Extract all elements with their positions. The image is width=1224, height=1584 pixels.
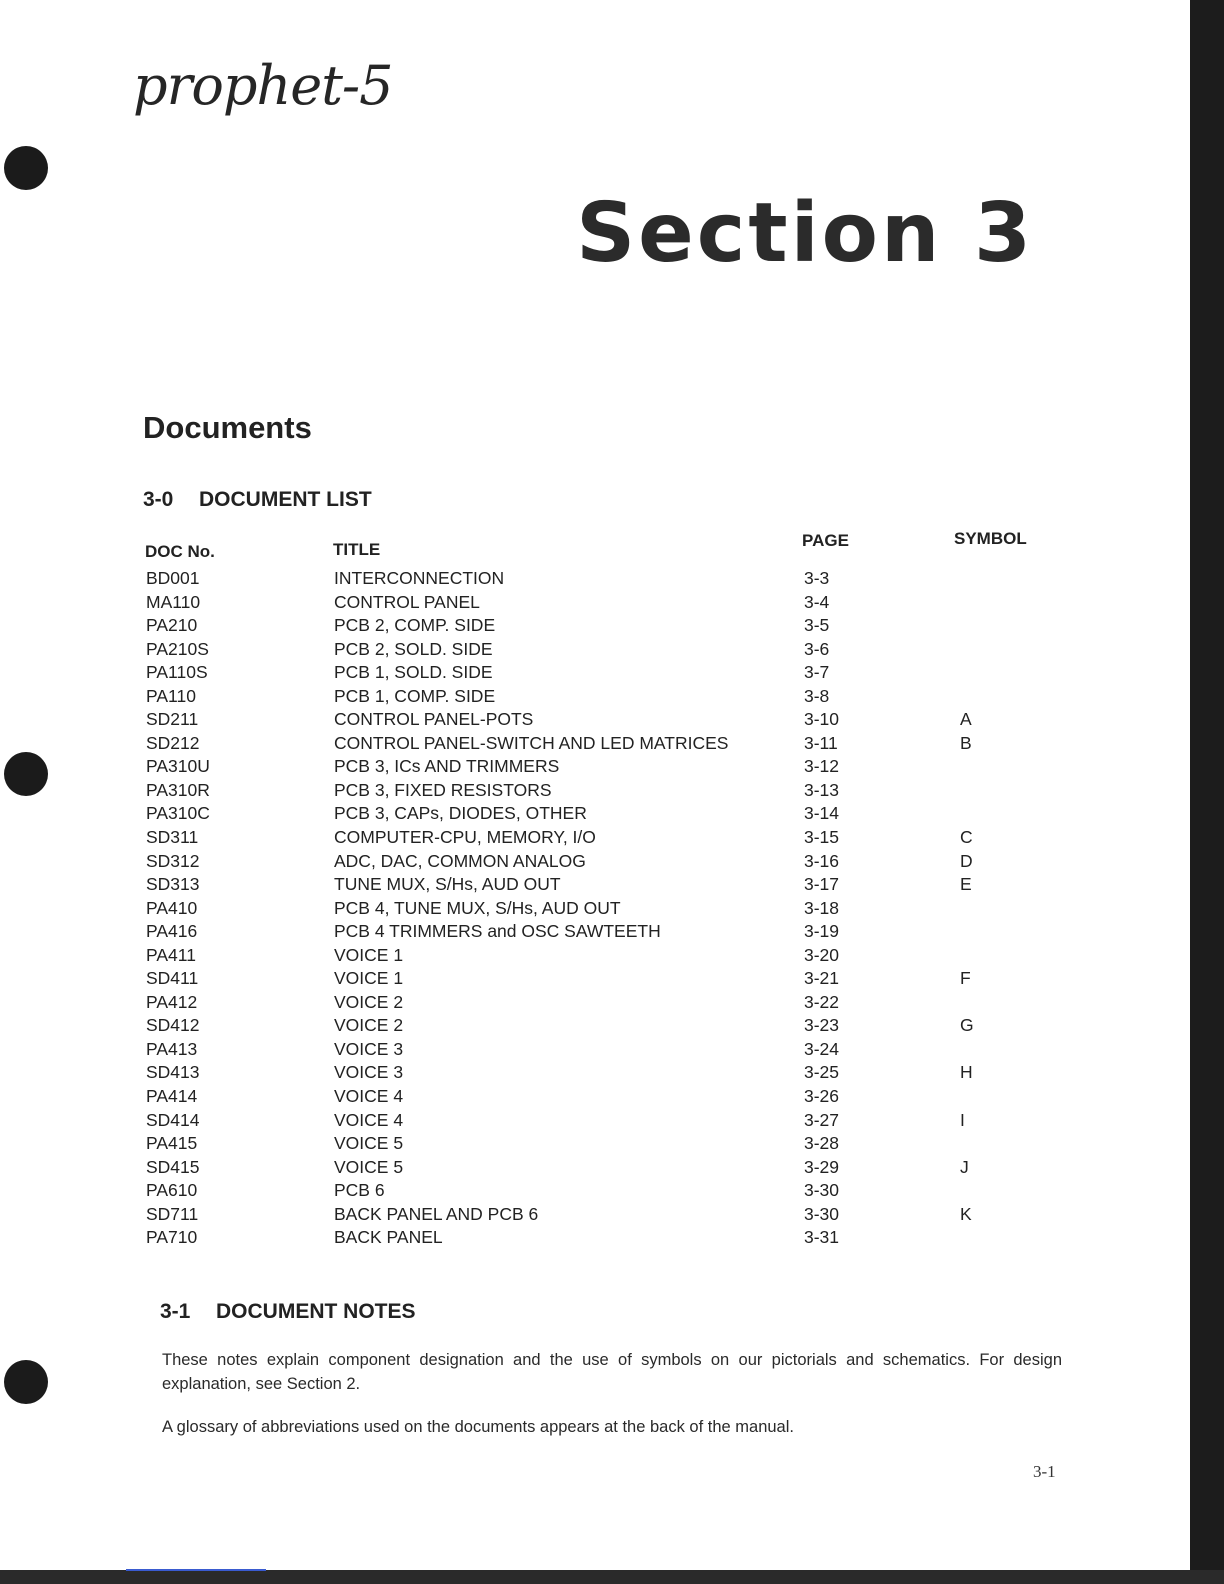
doc-page-cell: 3-31 <box>804 1227 840 1248</box>
doc-title-cell: VOICE 1 <box>334 944 404 965</box>
doc-page-cell: 3-4 <box>804 591 830 612</box>
doc-title-cell: PCB 3, FIXED RESISTORS <box>334 779 552 800</box>
documents-heading: Documents <box>143 410 312 445</box>
doc-title-cell: COMPUTER-CPU, MEMORY, I/O <box>334 827 596 848</box>
doc-title-cell: PCB 4 TRIMMERS and OSC SAWTEETH <box>334 921 661 942</box>
column-header-doc: DOC No. <box>145 542 215 561</box>
document-list-heading <box>143 488 372 512</box>
doc-page-cell: 3-7 <box>804 662 830 683</box>
binder-hole <box>4 146 48 190</box>
table-row <box>0 780 1224 804</box>
doc-page-cell: 3-11 <box>804 732 838 753</box>
doc-number-cell: PA416 <box>146 921 198 942</box>
document-notes-paragraph: These notes explain component designation and the use of symbols on our pictorials and schematics. For design explanation, see Section 2. <box>162 1351 1062 1393</box>
table-row <box>0 1039 1224 1063</box>
table-row <box>0 1062 1224 1086</box>
table-row <box>0 568 1224 592</box>
doc-number-cell: PA210S <box>146 638 209 659</box>
doc-number-cell: PA110 <box>146 685 196 706</box>
doc-title-cell: ADC, DAC, COMMON ANALOG <box>334 850 586 871</box>
doc-number-cell: PA413 <box>146 1038 198 1059</box>
doc-page-cell: 3-30 <box>804 1203 840 1224</box>
doc-title-cell: VOICE 3 <box>334 1038 404 1059</box>
section-title: Section 3 <box>576 186 1034 281</box>
doc-number-cell: SD413 <box>146 1062 200 1083</box>
doc-number-cell: SD311 <box>146 827 199 848</box>
doc-page-cell: 3-13 <box>804 779 840 800</box>
doc-number-cell: SD312 <box>146 850 200 871</box>
table-row <box>0 803 1224 827</box>
doc-page-cell: 3-26 <box>804 1086 840 1107</box>
doc-title-cell: PCB 2, SOLD. SIDE <box>334 638 493 659</box>
doc-page-cell: 3-23 <box>804 1015 840 1036</box>
doc-page-cell: 3-16 <box>804 850 840 871</box>
table-row <box>0 1015 1224 1039</box>
document-list-number: 3-0 <box>143 488 174 511</box>
table-row <box>0 874 1224 898</box>
doc-title-cell: PCB 1, COMP. SIDE <box>334 685 496 706</box>
doc-page-cell: 3-22 <box>804 991 840 1012</box>
doc-symbol-cell: B <box>960 732 972 753</box>
doc-title-cell: VOICE 5 <box>334 1133 404 1154</box>
table-row <box>0 756 1224 780</box>
table-row <box>0 615 1224 639</box>
doc-number-cell: SD313 <box>146 874 200 895</box>
doc-title-cell: PCB 2, COMP. SIDE <box>334 615 496 636</box>
doc-symbol-cell: H <box>960 1062 973 1083</box>
doc-number-cell: PA414 <box>146 1086 198 1107</box>
doc-number-cell: SD414 <box>146 1109 200 1130</box>
table-row <box>0 898 1224 922</box>
doc-title-cell: VOICE 2 <box>334 991 404 1012</box>
column-header-symbol: SYMBOL <box>954 529 1027 548</box>
doc-number-cell: PA210 <box>146 615 198 636</box>
doc-title-cell: VOICE 4 <box>334 1109 404 1130</box>
doc-title-cell: CONTROL PANEL-SWITCH AND LED MATRICES <box>334 732 729 753</box>
doc-page-cell: 3-6 <box>804 638 830 659</box>
doc-title-cell: PCB 6 <box>334 1180 385 1201</box>
prophet-logo: prophet-5 <box>133 54 393 117</box>
doc-page-cell: 3-14 <box>804 803 840 824</box>
doc-number-cell: PA610 <box>146 1180 198 1201</box>
table-row <box>0 1110 1224 1134</box>
doc-number-cell: PA410 <box>146 897 198 918</box>
doc-title-cell: PCB 1, SOLD. SIDE <box>334 662 493 683</box>
glossary-note: A glossary of abbreviations used on the documents appears at the back of the manual. <box>162 1418 794 1436</box>
doc-page-cell: 3-15 <box>804 827 840 848</box>
table-row <box>0 1180 1224 1204</box>
table-row <box>0 1204 1224 1228</box>
document-notes-title: DOCUMENT NOTES <box>216 1300 416 1323</box>
document-notes-number: 3-1 <box>160 1300 191 1323</box>
doc-title-cell: VOICE 1 <box>334 968 404 989</box>
table-row <box>0 1227 1224 1251</box>
doc-title-cell: CONTROL PANEL-POTS <box>334 709 534 730</box>
doc-number-cell: PA710 <box>146 1227 198 1248</box>
doc-page-cell: 3-20 <box>804 944 840 965</box>
column-header-page: PAGE <box>802 531 849 550</box>
binder-hole <box>4 1360 48 1404</box>
doc-number-cell: PA310U <box>146 756 210 777</box>
table-row <box>0 639 1224 663</box>
doc-number-cell: BD001 <box>146 568 200 588</box>
doc-page-cell: 3-5 <box>804 615 830 636</box>
doc-symbol-cell: A <box>960 709 972 730</box>
table-row <box>0 709 1224 733</box>
doc-title-cell: BACK PANEL AND PCB 6 <box>334 1203 539 1224</box>
doc-symbol-cell: G <box>960 1015 974 1036</box>
doc-number-cell: SD411 <box>146 968 199 989</box>
doc-page-cell: 3-27 <box>804 1109 840 1130</box>
doc-title-cell: CONTROL PANEL <box>334 591 480 612</box>
scan-bottom-edge <box>0 1570 1224 1584</box>
doc-symbol-cell: J <box>960 1156 969 1177</box>
doc-page-cell: 3-3 <box>804 568 830 588</box>
doc-number-cell: SD711 <box>146 1203 199 1224</box>
document-notes-heading <box>160 1300 416 1324</box>
doc-page-cell: 3-30 <box>804 1180 840 1201</box>
doc-page-cell: 3-10 <box>804 709 840 730</box>
doc-number-cell: MA110 <box>146 591 201 612</box>
table-row <box>0 921 1224 945</box>
doc-page-cell: 3-19 <box>804 921 840 942</box>
doc-number-cell: PA415 <box>146 1133 198 1154</box>
doc-page-cell: 3-21 <box>804 968 840 989</box>
table-row <box>0 1133 1224 1157</box>
doc-title-cell: VOICE 2 <box>334 1015 404 1036</box>
doc-title-cell: TUNE MUX, S/Hs, AUD OUT <box>334 874 561 895</box>
doc-title-cell: VOICE 3 <box>334 1062 404 1083</box>
doc-number-cell: PA412 <box>146 991 198 1012</box>
doc-number-cell: PA411 <box>146 944 196 965</box>
doc-number-cell: SD415 <box>146 1156 200 1177</box>
doc-page-cell: 3-24 <box>804 1038 840 1059</box>
doc-page-cell: 3-8 <box>804 685 830 706</box>
doc-title-cell: VOICE 4 <box>334 1086 404 1107</box>
doc-page-cell: 3-12 <box>804 756 840 777</box>
document-list-title: DOCUMENT LIST <box>199 488 372 511</box>
doc-page-cell: 3-18 <box>804 897 840 918</box>
table-row <box>0 733 1224 757</box>
table-row <box>0 827 1224 851</box>
doc-number-cell: SD412 <box>146 1015 200 1036</box>
table-row <box>0 1157 1224 1181</box>
doc-symbol-cell: C <box>960 827 973 848</box>
table-row <box>0 592 1224 616</box>
doc-symbol-cell: K <box>960 1203 972 1224</box>
doc-title-cell: PCB 4, TUNE MUX, S/Hs, AUD OUT <box>334 897 621 918</box>
doc-symbol-cell: E <box>960 874 972 895</box>
table-row <box>0 1086 1224 1110</box>
doc-number-cell: PA110S <box>146 662 208 683</box>
table-row <box>0 968 1224 992</box>
page-number: 3-1 <box>1033 1462 1056 1481</box>
table-row <box>0 851 1224 875</box>
doc-symbol-cell: F <box>960 968 971 989</box>
doc-number-cell: PA310R <box>146 779 210 800</box>
doc-page-cell: 3-25 <box>804 1062 840 1083</box>
document-list-table <box>0 568 1224 1251</box>
doc-title-cell: PCB 3, ICs AND TRIMMERS <box>334 756 560 777</box>
doc-number-cell: SD212 <box>146 732 200 753</box>
doc-number-cell: SD211 <box>146 709 199 730</box>
doc-symbol-cell: I <box>960 1109 965 1130</box>
scan-bottom-mark <box>126 1569 266 1571</box>
doc-title-cell: PCB 3, CAPs, DIODES, OTHER <box>334 803 587 824</box>
doc-title-cell: INTERCONNECTION <box>334 568 505 588</box>
doc-page-cell: 3-28 <box>804 1133 840 1154</box>
doc-title-cell: BACK PANEL <box>334 1227 443 1248</box>
doc-symbol-cell: D <box>960 850 973 871</box>
doc-page-cell: 3-29 <box>804 1156 840 1177</box>
table-row <box>0 662 1224 686</box>
table-row <box>0 686 1224 710</box>
table-row <box>0 945 1224 969</box>
doc-title-cell: VOICE 5 <box>334 1156 404 1177</box>
table-row <box>0 992 1224 1016</box>
doc-number-cell: PA310C <box>146 803 210 824</box>
doc-page-cell: 3-17 <box>804 874 840 895</box>
column-header-title: TITLE <box>333 540 381 559</box>
